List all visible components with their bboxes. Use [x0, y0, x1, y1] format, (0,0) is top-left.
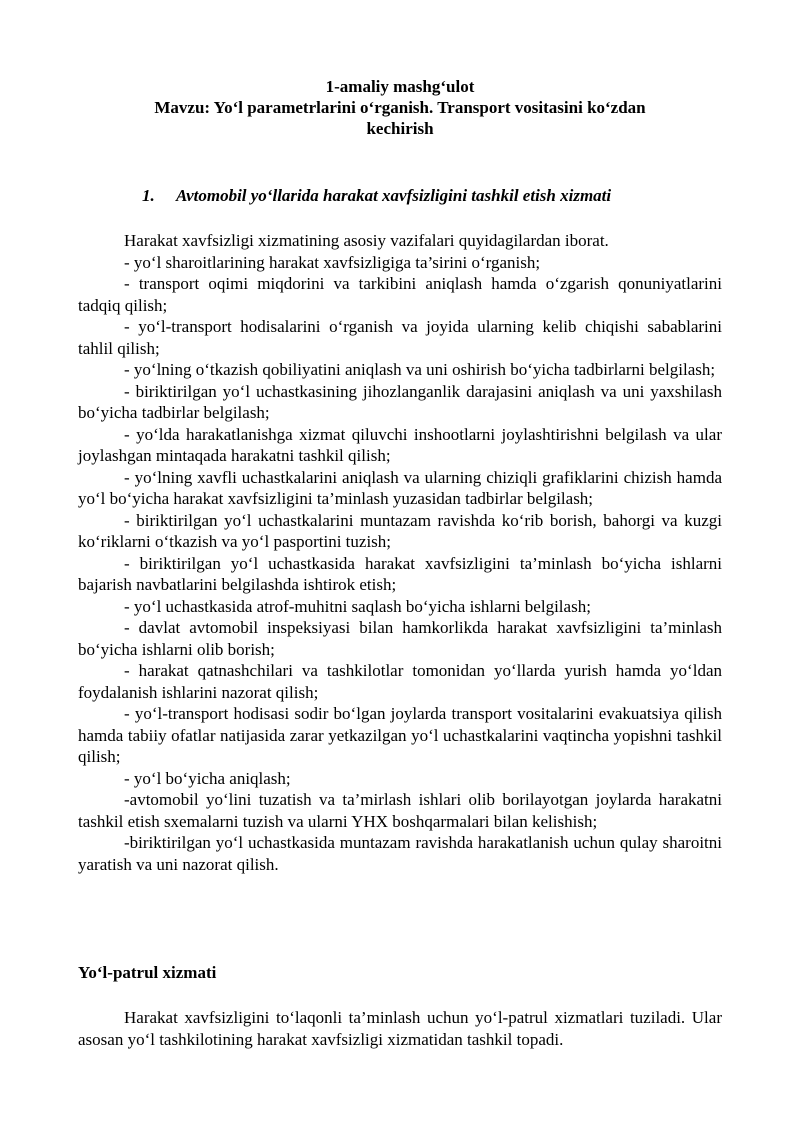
title-line-3: kechirish: [366, 119, 434, 138]
list-item: - transport oqimi miqdorini va tarkibini aniqlash hamda o‘zgarish qonuniyatlarini tadqiq qilish;: [78, 274, 722, 315]
section-heading: [142, 185, 722, 206]
list-item: - yo‘lda harakatlanishga xizmat qiluvchi inshootlarni joylashtirishni belgilash va ular joylashgan mintaqada harakatni tashkil qilish;: [78, 424, 722, 465]
list-item: - harakat qatnashchilari va tashkilotlar tomonidan yo‘llarda yurish hamda yo‘ldan foydalanish ishlarini nazorat qilish;: [78, 661, 722, 702]
body-text: [78, 230, 722, 875]
list-item: -avtomobil yo‘lini tuzatish va ta’mirlash ishlari olib borilayotgan joylarda harakatni tashkil etish sxemalarni tuzish va ularni YHX boshqarmalari bilan kelishish;: [78, 790, 722, 831]
section-heading-text: Avtomobil yo‘llarida harakat xavfsizligini tashkil etish xizmati: [176, 186, 612, 205]
closing-text: [78, 1007, 722, 1050]
list-item: - yo‘l sharoitlarining harakat xavfsizligiga ta’sirini o‘rganish;: [124, 252, 541, 272]
list-item: - yo‘l bo‘yicha aniqlash;: [124, 768, 291, 788]
document-title: [78, 76, 722, 139]
list-item: - biriktirilgan yo‘l uchastkalarini muntazam ravishda ko‘rib borish, bahorgi va kuzgi ko‘riklarni o‘tkazish va yo‘l pasportini tuzish;: [78, 510, 722, 551]
subsection-heading: Yo‘l-patrul xizmati: [78, 963, 217, 982]
list-item: - davlat avtomobil inspeksiyasi bilan hamkorlikda harakat xavfsizligini ta’minlash bo‘yicha ishlarni olib borish;: [78, 618, 722, 659]
list-item: - yo‘lning o‘tkazish qobiliyatini aniqlash va uni oshirish bo‘yicha tadbirlarni belgilash;: [124, 360, 716, 379]
paragraph: Harakat xavfsizligini to‘laqonli ta’minlash uchun yo‘l-patrul xizmatlari tuziladi. Ular asosan yo‘l tashkilotining harakat xavfsizligi xizmatidan tashkil topadi.: [78, 1008, 722, 1049]
title-line-2: Mavzu: Yo‘l parametrlarini o‘rganish. Transport vositasini ko‘zdan: [154, 98, 646, 117]
title-line-1: 1-amaliy mashg‘ulot: [325, 77, 475, 96]
list-item: - biriktirilgan yo‘l uchastkasida harakat xavfsizligini ta’minlash bo‘yicha ishlarni bajarish navbatlarini belgilashda ishtirok etish;: [78, 553, 722, 594]
paragraph: Harakat xavfsizligi xizmatining asosiy vazifalari quyidagilardan iborat.: [124, 231, 609, 250]
section-number: 1.: [142, 186, 155, 205]
list-item: - yo‘lning xavfli uchastkalarini aniqlash va ularning chiziqli grafiklarini chizish hamda yo‘l bo‘yicha harakat xavfsizligini ta’minlash yuzasidan tadbirlar belgilash;: [78, 467, 722, 508]
list-item: - yo‘l-transport hodisasi sodir bo‘lgan joylarda transport vositalarini evakuatsiya qilish hamda tabiiy ofatlar natijasida zarar yetkazilgan yo‘l uchastkalarini vaqtincha yopishni tashkil qilish;: [78, 704, 722, 766]
list-item: - biriktirilgan yo‘l uchastkasining jihozlanganlik darajasini aniqlash va uni yaxshilash bo‘yicha tadbirlar belgilash;: [78, 381, 722, 422]
list-item: - yo‘l uchastkasida atrof-muhitni saqlash bo‘yicha ishlarni belgilash;: [124, 596, 591, 616]
list-item: -biriktirilgan yo‘l uchastkasida muntazam ravishda harakatlanish uchun qulay sharoitni yaratish va uni nazorat qilish.: [78, 833, 722, 874]
list-item: - yo‘l-transport hodisalarini o‘rganish va joyida ularning kelib chiqishi sabablarini tahlil qilish;: [78, 317, 722, 358]
